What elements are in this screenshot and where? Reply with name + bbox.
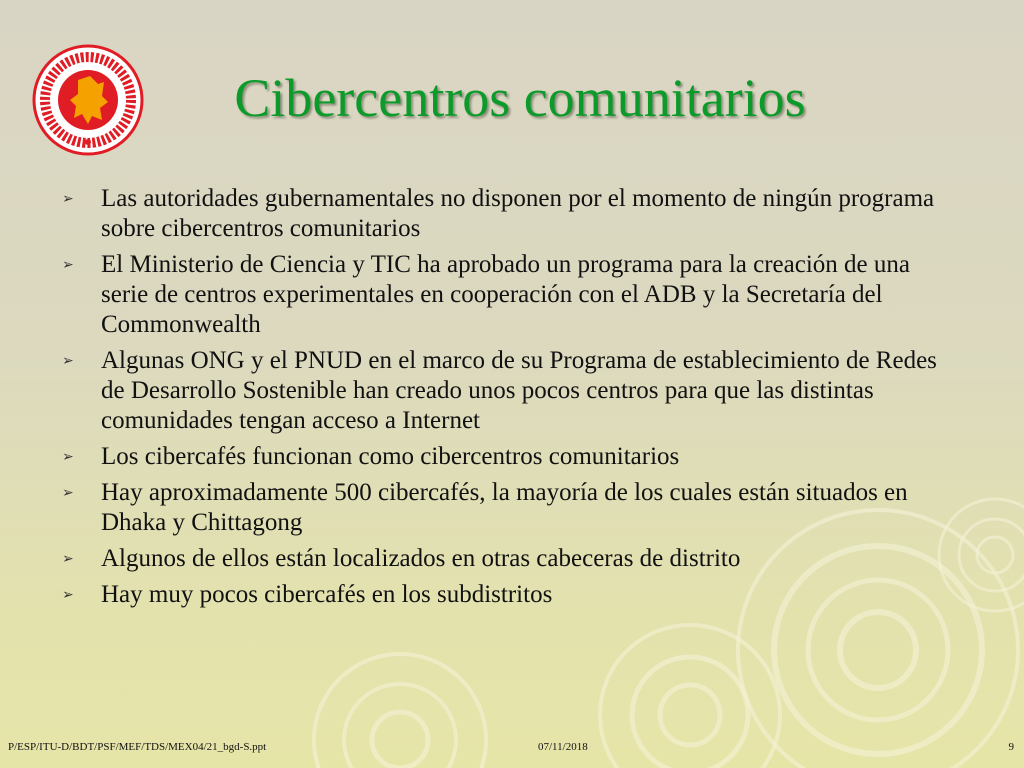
footer-file-name: P/ESP/ITU-D/BDT/PSF/MEF/TDS/MEX04/21_bgd-S.ppt (8, 741, 267, 753)
bullet-item (62, 250, 962, 340)
arrow-bullet-icon: ➢ (62, 551, 74, 567)
bullet-text: El Ministerio de Ciencia y TIC ha aprobado un programa para la creación de una serie de centros experimentales en cooperación con el ADB y la Secretaría del Commonwealth (101, 251, 910, 338)
bullet-list (62, 184, 962, 616)
bullet-item (62, 544, 962, 574)
government-seal-icon (32, 44, 144, 156)
bullet-item (62, 478, 962, 538)
bullet-text: Algunas ONG y el PNUD en el marco de su Programa de establecimiento de Redes de Desarrollo Sostenible han creado unos pocos centros para que las distintas comunidades tengan acceso a Internet (101, 347, 937, 434)
bullet-item (62, 580, 962, 610)
bullet-text: Hay muy pocos cibercafés en los subdistritos (101, 581, 553, 608)
government-seal-logo (32, 44, 144, 156)
arrow-bullet-icon: ➢ (62, 449, 74, 465)
bullet-item (62, 346, 962, 436)
arrow-bullet-icon: ➢ (62, 485, 74, 501)
bullet-text: Las autoridades gubernamentales no disponen por el momento de ningún programa sobre cibercentros comunitarios (101, 185, 935, 242)
slide-title: Cibercentros comunitarios (234, 68, 806, 128)
footer-page-number: 9 (1008, 741, 1014, 753)
arrow-bullet-icon: ➢ (62, 191, 74, 207)
bullet-item (62, 184, 962, 244)
arrow-bullet-icon: ➢ (62, 353, 74, 369)
arrow-bullet-icon: ➢ (62, 257, 74, 273)
footer-date: 07/11/2018 (538, 741, 588, 753)
bullet-text: Algunos de ellos están localizados en otras cabeceras de distrito (101, 545, 741, 572)
bullet-item (62, 442, 962, 472)
bullet-text: Los cibercafés funcionan como cibercentros comunitarios (101, 443, 680, 470)
arrow-bullet-icon: ➢ (62, 587, 74, 603)
bullet-text: Hay aproximadamente 500 cibercafés, la mayoría de los cuales están situados en Dhaka y Chittagong (101, 479, 908, 536)
